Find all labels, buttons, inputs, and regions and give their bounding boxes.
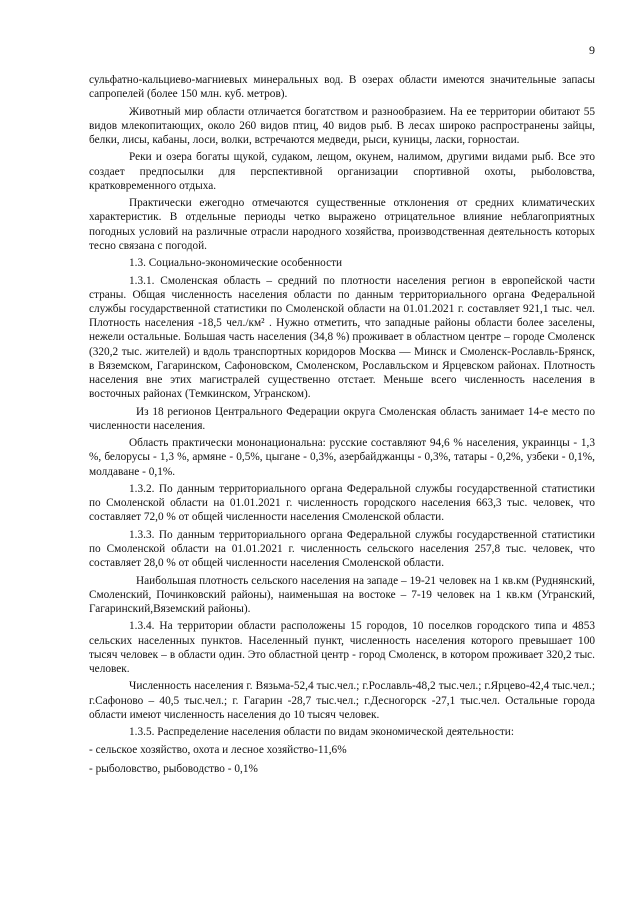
paragraph-fish: Реки и озера богаты щукой, судаком, лещом, окунем, налимом, другими видами рыб. Все это создает предпосылки для перспективной организации спортивной охоты, рыболовства, кратковременного отдыха. [89, 151, 595, 192]
paragraph-1-3-1: 1.3.1. Смоленская область – средний по плотности населения регион в европейской части страны. Общая численность населения области по данным территориального органа Федеральной службы государственной статистики по Смоленской области на 01.01.2021 г. составляет 921,1 тыс. чел. Плотность населения -18,5 чел./км² . Нужно отметить, что западные районы области более заселены, нежели остальные. Большая часть населения (34,8 %) проживает в областном центре – городе Смоленск (320,2 тыс. жителей) и вдоль транспортных коридоров Москва — Минск и Смоленск-Рославль-Брянск, в Вяземском, Гагаринском, Сафоновском, Смоленском, Рославльском и Ярцевском районах. Плотность населения вне этих магистралей существенно отстает. Меньше всего численность населения в восточных районах (Темкинском, Угранском). [89, 274, 595, 401]
paragraph-rural-density: Наибольшая плотность сельского населения на западе – 19-21 человек на 1 кв.км (Руднянский, Смоленский, Починковский районы), наименьшая на востоке – 7-19 человек на 1 кв.км (Угранский, Гагаринский,Вяземский районы). [89, 574, 595, 615]
section-heading-1-3: 1.3. Социально-экономические особенности [129, 257, 343, 270]
paragraph-fauna: Животный мир области отличается богатством и разнообразием. На ее территории обитают 55 видов млекопитающих, около 260 видов птиц, 40 видов рыб. В лесах широко распространены зайцы, белки, лисы, кабаны, лоси, волки, встречаются медведи, рыси, куницы, ласки, горностаи. [89, 105, 595, 146]
paragraph-1-3-5: 1.3.5. Распределение населения области по видам экономической деятельности: [129, 726, 514, 739]
paragraph-1-3-4: 1.3.4. На территории области расположены 15 городов, 10 поселков городского типа и 4853 сельских населенных пунктов. Населенный пункт, численность населения которого превышает 100 тысяч человек – в области один. Это областной центр - город Смоленск, в котором проживает 320,2 тыс. человек. [89, 620, 595, 675]
paragraph-regions-rank: Из 18 регионов Центрального Федерации округа Смоленская область занимает 14-е место по численности населения. [89, 405, 595, 432]
page-body [89, 73, 595, 779]
paragraph-city-population: Численность населения г. Вязьма-52,4 тыс.чел.; г.Рославль-48,2 тыс.чел.; г.Ярцево-42,4 тыс.чел.; г.Сафоново – 40,5 тыс.чел.; г. Гагарин -28,7 тыс.чел.; г.Десногорск -27,1 тыс.чел. Остальные города области имеют численность населения до 10 тысяч человек. [89, 680, 595, 721]
page-number: 9 [589, 43, 595, 57]
paragraph-sapropel: сульфатно-кальциево-магниевых минеральных вод. В озерах области имеются значительные запасы сапропелей (более 150 млн. куб. метров). [89, 74, 595, 101]
list-item-fishery: - рыболовство, рыбоводство - 0,1% [89, 762, 258, 775]
paragraph-1-3-3: 1.3.3. По данным территориального органа Федеральной службы государственной статистики по Смоленской области на 01.01.2021 г. численность сельского населения 257,8 тыс. человек, что составляет 28,0 % от общей численности населения Смоленской области. [89, 528, 595, 570]
list-item-agriculture: - сельское хозяйство, охота и лесное хозяйство-11,6% [89, 743, 347, 756]
paragraph-1-3-2: 1.3.2. По данным территориального органа Федеральной службы государственной статистики по Смоленской области на 01.01.2021 г. численность городского населения 663,3 тыс. человек, что составляет 72,0 % от общей численности населения Смоленской области. [89, 482, 595, 524]
paragraph-climate: Практически ежегодно отмечаются существенные отклонения от средних климатических характеристик. В отдельные периоды четко выражено отрицательное влияние неблагоприятных погодных условий на различные отрасли народного хозяйства, производственная деятельность которых тесно связана с погодой. [89, 197, 595, 252]
paragraph-nationalities: Область практически мононациональна: русские составляют 94,6 % населения, украинцы - 1,3 %, белорусы - 1,3 %, армяне - 0,5%, цыгане - 0,3%, азербайджанцы - 0,3%, татары - 0,2%, узбеки - 0,1%, молдаване - 0,1%. [89, 437, 595, 478]
